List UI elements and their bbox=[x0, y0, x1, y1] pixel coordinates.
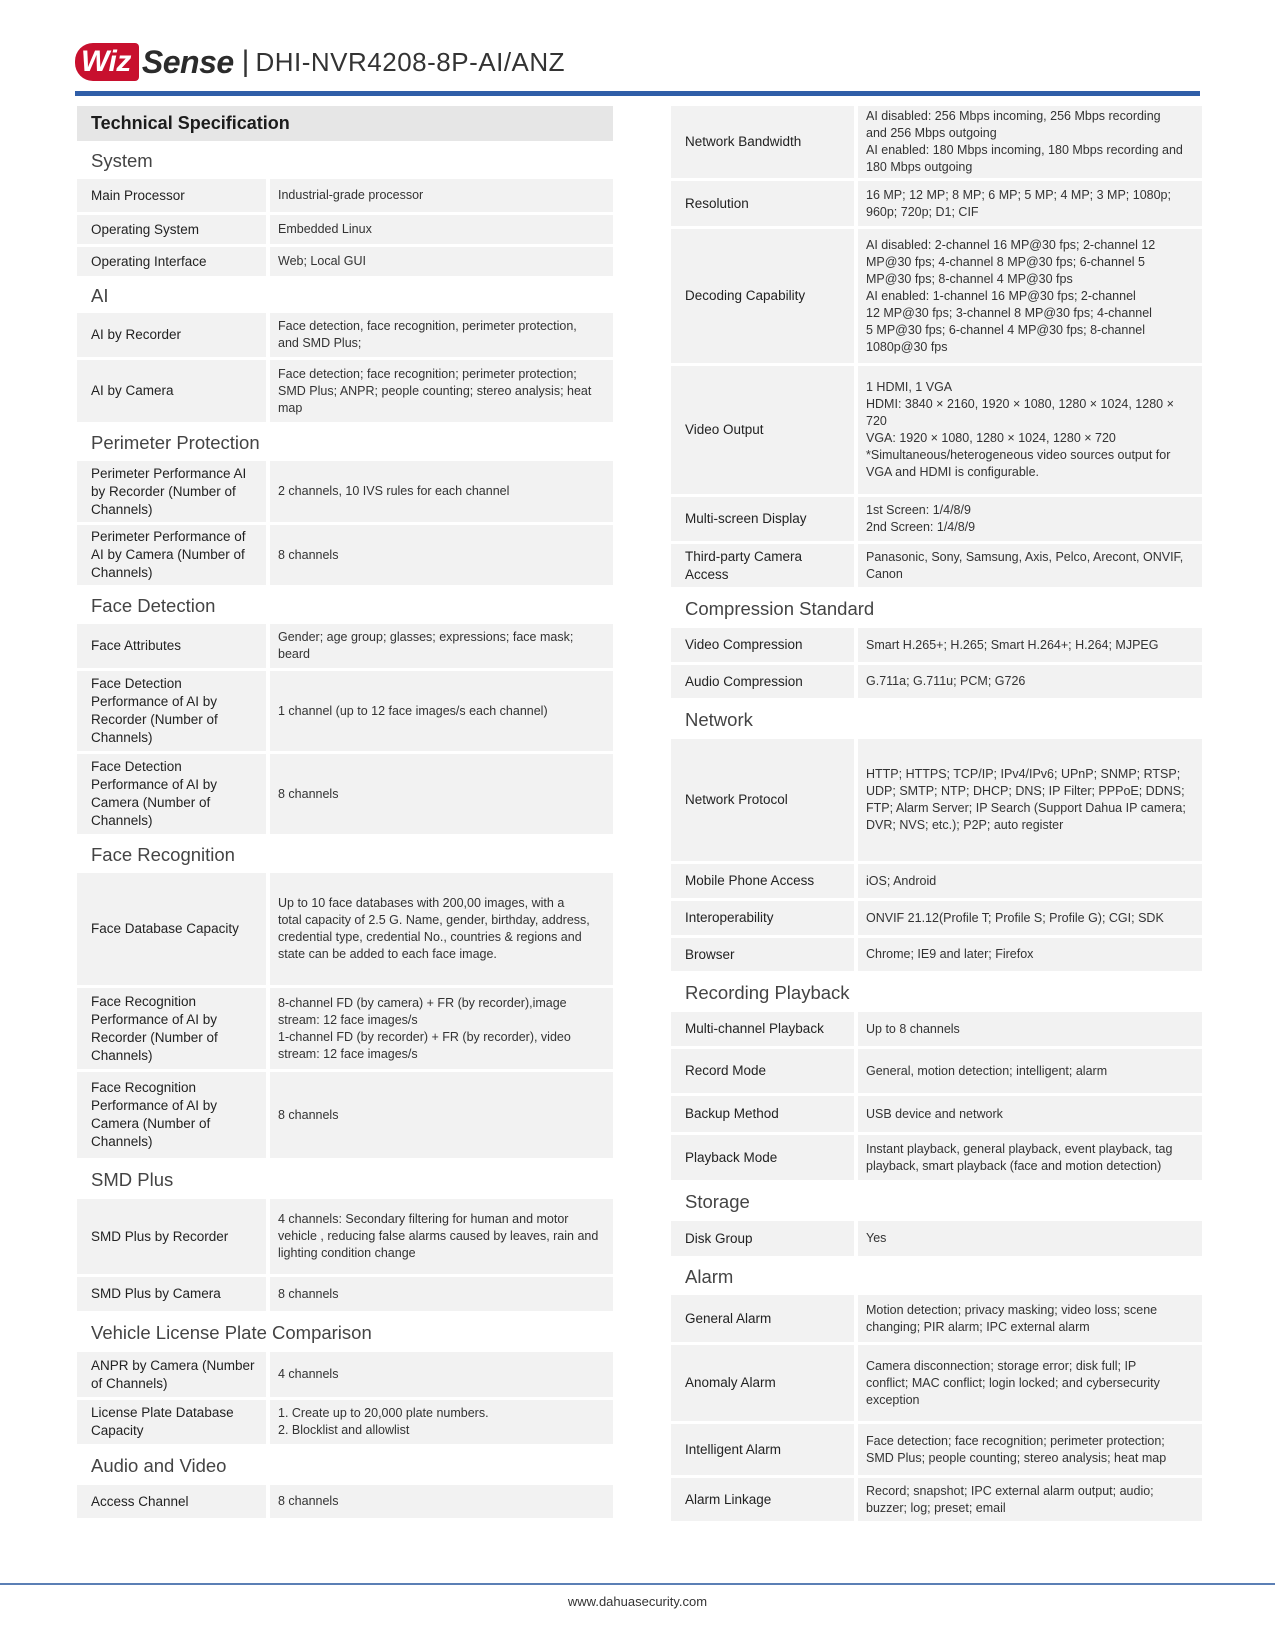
spec-row bbox=[671, 1096, 1202, 1132]
spec-value-text: 8 channels bbox=[278, 786, 339, 801]
spec-label bbox=[671, 1012, 854, 1046]
spec-label bbox=[77, 1277, 266, 1311]
section-heading: AI bbox=[91, 285, 109, 306]
spec-value-text: Web; Local GUI bbox=[278, 254, 367, 268]
section-heading: Vehicle License Plate Comparison bbox=[91, 1322, 372, 1343]
spec-value bbox=[858, 366, 1202, 494]
spec-row bbox=[77, 461, 613, 522]
spec-label bbox=[77, 247, 266, 276]
spec-value-text: AI disabled: 2-channel 16 MP@30 fps; 2-channel 12 MP@30 fps; 4-channel 8 MP@30 fps; 6-channel 5 MP@30 fps; 8-channel 4 MP@30 fps AI enabled: 1-channel 16 MP@30 fps; 2-channel 12 MP@30 fps; 3-channel 8 MP@30 fps; 4-channel 5 MP@30 fps; 6-channel 4 MP@30 fps; 8-channel 1080p@30 fps bbox=[866, 237, 1156, 354]
spec-value bbox=[858, 1012, 1202, 1046]
spec-value bbox=[858, 1295, 1202, 1342]
spec-row bbox=[77, 671, 613, 751]
spec-label bbox=[671, 106, 854, 178]
spec-value bbox=[270, 1277, 613, 1311]
spec-label-text: Network Bandwidth bbox=[685, 134, 802, 149]
section-heading: Alarm bbox=[685, 1266, 734, 1287]
spec-label-text: SMD Plus by Camera bbox=[91, 1286, 221, 1301]
wizsense-logo bbox=[75, 42, 234, 82]
spec-value-text: 4 channels: Secondary filtering for human and motor vehicle , reducing false alarms caused by leaves, rain and lighting condition change bbox=[278, 1212, 599, 1260]
spec-label-text: Access Channel bbox=[91, 1493, 189, 1509]
spec-row bbox=[77, 988, 613, 1069]
spec-value-text: 8 channels bbox=[278, 547, 339, 562]
spec-row bbox=[671, 229, 1202, 363]
spec-row bbox=[671, 864, 1202, 898]
spec-label-text: Network Protocol bbox=[685, 792, 788, 807]
spec-label bbox=[77, 179, 266, 212]
section-heading: Audio and Video bbox=[91, 1455, 227, 1476]
spec-label bbox=[77, 988, 266, 1069]
spec-label bbox=[77, 461, 266, 522]
spec-value-text: Up to 10 face databases with 200,00 images, with a total capacity of 2.5 G. Name, gender, birthday, address, credential type, credential No., countries & regions and state can be added to each face image. bbox=[278, 896, 590, 961]
spec-label-text: Video Output bbox=[685, 422, 764, 437]
spec-value bbox=[270, 1199, 613, 1274]
spec-row bbox=[671, 1345, 1202, 1421]
spec-row bbox=[77, 1199, 613, 1274]
footer-rule bbox=[0, 1583, 1275, 1585]
spec-label bbox=[671, 901, 854, 935]
left-column bbox=[77, 106, 613, 1521]
section-heading: Recording Playback bbox=[685, 982, 850, 1003]
spec-value bbox=[858, 106, 1202, 178]
spec-label-text: Browser bbox=[685, 946, 735, 962]
spec-value-text: Gender; age group; glasses; expressions; face mask; beard bbox=[278, 630, 574, 661]
spec-label-text: Face Recognition Performance of AI by Camera (Number of Channels) bbox=[91, 1080, 218, 1149]
spec-row bbox=[671, 1478, 1202, 1521]
spec-row bbox=[671, 106, 1202, 178]
spec-value bbox=[270, 1352, 613, 1397]
spec-label-text: Operating Interface bbox=[91, 253, 207, 269]
spec-label bbox=[77, 313, 266, 357]
spec-value-text: 4 channels bbox=[278, 1367, 339, 1381]
spec-row bbox=[671, 1049, 1202, 1093]
spec-value bbox=[858, 938, 1202, 971]
spec-row bbox=[77, 215, 613, 244]
spec-value bbox=[858, 1135, 1202, 1180]
section-heading: Perimeter Protection bbox=[91, 432, 260, 453]
spec-label-text: Record Mode bbox=[685, 1063, 767, 1078]
spec-row bbox=[77, 1485, 613, 1518]
spec-label-text: General Alarm bbox=[685, 1310, 772, 1326]
spec-label-text: Alarm Linkage bbox=[685, 1491, 772, 1507]
spec-value-text: HTTP; HTTPS; TCP/IP; IPv4/IPv6; UPnP; SNMP; RTSP; UDP; SMTP; NTP; DHCP; DNS; IP Filter; PPPoE; DDNS; FTP; Alarm Server; IP Search (Support Dahua IP camera; DVR; NVS; etc.); P2P; auto register bbox=[866, 767, 1186, 832]
spec-label-text: Disk Group bbox=[685, 1230, 753, 1246]
spec-label bbox=[671, 938, 854, 971]
spec-value-text: Record; snapshot; IPC external alarm output; audio; buzzer; log; preset; email bbox=[866, 1483, 1154, 1515]
spec-value-text: Face detection; face recognition; perimeter protection; SMD Plus; people counting; stereo analysis; heat map bbox=[866, 1433, 1167, 1465]
spec-label bbox=[77, 671, 266, 751]
spec-label bbox=[77, 1485, 266, 1518]
spec-label-text: Mobile Phone Access bbox=[685, 873, 815, 888]
spec-value-text: Up to 8 channels bbox=[866, 1021, 960, 1036]
spec-label-text: Decoding Capability bbox=[685, 288, 806, 303]
spec-value bbox=[858, 628, 1202, 662]
spec-row bbox=[77, 754, 613, 834]
spec-value-text: 8-channel FD (by camera) + FR (by recorder),image stream: 12 face images/s 1-channel FD (by recorder) + FR (by recorder), video stream: 12 face images/s bbox=[278, 995, 571, 1061]
spec-label bbox=[671, 739, 854, 861]
spec-value-text: Embedded Linux bbox=[278, 222, 372, 236]
spec-label-text: Face Attributes bbox=[91, 638, 182, 653]
spec-value bbox=[858, 1049, 1202, 1093]
spec-label-text: Face Detection Performance of AI by Camera (Number of Channels) bbox=[91, 759, 218, 828]
spec-value-text: 1 HDMI, 1 VGA HDMI: 3840 × 2160, 1920 × 1080, 1280 × 1024, 1280 × 720 VGA: 1920 × 1080, 1280 × 1024, 1280 × 720 *Simultaneous/heterogeneous video sources output for VGA and HDMI is configurable. bbox=[866, 380, 1174, 479]
spec-label bbox=[671, 229, 854, 363]
spec-label bbox=[671, 1345, 854, 1421]
spec-label bbox=[77, 360, 266, 422]
spec-value bbox=[270, 313, 613, 357]
spec-label-text: Third-party Camera Access bbox=[685, 548, 803, 582]
spec-label bbox=[671, 628, 854, 662]
spec-value bbox=[858, 864, 1202, 898]
spec-label bbox=[671, 864, 854, 898]
spec-label bbox=[77, 624, 266, 668]
spec-value-text: USB device and network bbox=[866, 1106, 1003, 1121]
spec-row bbox=[77, 313, 613, 357]
spec-value bbox=[858, 1221, 1202, 1256]
spec-label bbox=[77, 1199, 266, 1274]
section-heading: Storage bbox=[685, 1191, 750, 1212]
spec-row bbox=[671, 544, 1202, 587]
spec-value-text: Camera disconnection; storage error; disk full; IP conflict; MAC conflict; login locked; and cybersecurity exception bbox=[866, 1358, 1160, 1407]
spec-label bbox=[671, 1424, 854, 1475]
logo-wiz-mark: Wiz bbox=[75, 43, 139, 81]
section-heading: Compression Standard bbox=[685, 598, 875, 619]
spec-title: Technical Specification bbox=[77, 106, 613, 141]
spec-value bbox=[858, 1478, 1202, 1521]
spec-value-text: 16 MP; 12 MP; 8 MP; 6 MP; 5 MP; 4 MP; 3 MP; 1080p; 960p; 720p; D1; CIF bbox=[866, 187, 1171, 219]
section-heading: Face Recognition bbox=[91, 844, 235, 865]
spec-value-text: Face detection, face recognition, perimeter protection, and SMD Plus; bbox=[278, 319, 577, 350]
spec-label-text: Backup Method bbox=[685, 1106, 779, 1121]
spec-row bbox=[671, 497, 1202, 541]
spec-label bbox=[671, 1221, 854, 1256]
spec-label bbox=[671, 366, 854, 494]
spec-value-text: 8 channels bbox=[278, 1286, 339, 1301]
spec-value-text: Motion detection; privacy masking; video loss; scene changing; PIR alarm; IPC external alarm bbox=[866, 1302, 1158, 1334]
spec-value bbox=[270, 1400, 613, 1444]
spec-label-text: ANPR by Camera (Number of Channels) bbox=[91, 1357, 255, 1391]
spec-value-text: AI disabled: 256 Mbps incoming, 256 Mbps recording and 256 Mbps outgoing AI enabled: 180 Mbps incoming, 180 Mbps recording and 180 Mbps outgoing bbox=[866, 109, 1183, 174]
spec-value bbox=[858, 739, 1202, 861]
spec-label bbox=[77, 525, 266, 585]
spec-value-text: G.711a; G.711u; PCM; G726 bbox=[866, 674, 1026, 688]
spec-row bbox=[671, 366, 1202, 494]
page-header bbox=[75, 38, 565, 86]
spec-value-text: iOS; Android bbox=[866, 873, 937, 888]
spec-value bbox=[858, 901, 1202, 935]
spec-row bbox=[671, 1012, 1202, 1046]
spec-label-text: Perimeter Performance AI by Recorder (Number of Channels) bbox=[91, 465, 247, 517]
spec-label bbox=[77, 1352, 266, 1397]
spec-label-text: Face Detection Performance of AI by Recorder (Number of Channels) bbox=[91, 676, 218, 745]
spec-row bbox=[671, 1135, 1202, 1180]
spec-label bbox=[77, 215, 266, 244]
spec-label bbox=[671, 1049, 854, 1093]
spec-label-text: Operating System bbox=[91, 221, 200, 237]
spec-value-text: 1st Screen: 1/4/8/9 2nd Screen: 1/4/8/9 bbox=[866, 503, 976, 534]
spec-row bbox=[77, 1072, 613, 1158]
spec-label-text: License Plate Database Capacity bbox=[91, 1405, 234, 1438]
spec-row bbox=[671, 1424, 1202, 1475]
spec-label-text: Intelligent Alarm bbox=[685, 1441, 782, 1457]
spec-label-text: Video Compression bbox=[685, 637, 803, 652]
spec-row bbox=[671, 739, 1202, 861]
spec-row bbox=[77, 360, 613, 422]
spec-value-text: 1 channel (up to 12 face images/s each channel) bbox=[278, 703, 548, 718]
spec-label bbox=[671, 1478, 854, 1521]
spec-label-text: Face Recognition Performance of AI by Recorder (Number of Channels) bbox=[91, 993, 218, 1063]
spec-row bbox=[671, 628, 1202, 662]
spec-label-text: Face Database Capacity bbox=[91, 921, 239, 936]
spec-value bbox=[858, 1345, 1202, 1421]
spec-value bbox=[270, 624, 613, 668]
spec-value-text: Face detection; face recognition; perimeter protection; SMD Plus; ANPR; people counting; stereo analysis; heat map bbox=[278, 366, 592, 415]
spec-row bbox=[77, 247, 613, 276]
spec-value bbox=[270, 988, 613, 1069]
spec-value bbox=[270, 671, 613, 751]
spec-label-text: Interoperability bbox=[685, 910, 774, 925]
section-heading: Network bbox=[685, 709, 753, 730]
model-number: DHI-NVR4208-8P-AI/ANZ bbox=[255, 46, 566, 77]
logo-sense-text: Sense bbox=[141, 43, 234, 80]
spec-value-text: Panasonic, Sony, Samsung, Axis, Pelco, Arecont, ONVIF, Canon bbox=[866, 549, 1184, 581]
spec-label bbox=[671, 1295, 854, 1342]
spec-label bbox=[671, 181, 854, 226]
spec-value-text: Yes bbox=[866, 1231, 887, 1245]
spec-label-text: AI by Recorder bbox=[91, 327, 182, 342]
spec-value bbox=[270, 179, 613, 212]
spec-row bbox=[77, 873, 613, 985]
spec-value bbox=[858, 1424, 1202, 1475]
spec-value bbox=[270, 360, 613, 422]
spec-value bbox=[270, 754, 613, 834]
spec-row bbox=[77, 525, 613, 585]
spec-value-text: Chrome; IE9 and later; Firefox bbox=[866, 947, 1034, 961]
spec-label bbox=[77, 873, 266, 985]
spec-value bbox=[858, 497, 1202, 541]
spec-value bbox=[858, 665, 1202, 698]
spec-value-text: ONVIF 21.12(Profile T; Profile S; Profile G); CGI; SDK bbox=[866, 910, 1164, 925]
spec-value-text: Industrial-grade processor bbox=[278, 188, 424, 202]
spec-label bbox=[77, 754, 266, 834]
spec-label bbox=[671, 1096, 854, 1132]
spec-value-text: General, motion detection; intelligent; alarm bbox=[866, 1063, 1108, 1078]
spec-label-text: Playback Mode bbox=[685, 1149, 778, 1165]
spec-row bbox=[671, 1295, 1202, 1342]
footer-url: www.dahuasecurity.com bbox=[567, 1594, 708, 1609]
spec-label-text: Main Processor bbox=[91, 187, 185, 203]
spec-row bbox=[671, 938, 1202, 971]
spec-row bbox=[671, 665, 1202, 698]
spec-row bbox=[77, 624, 613, 668]
spec-value bbox=[270, 873, 613, 985]
spec-label-text: AI by Camera bbox=[91, 383, 174, 398]
spec-value-text: 8 channels bbox=[278, 1494, 339, 1508]
spec-row bbox=[671, 901, 1202, 935]
spec-row bbox=[77, 179, 613, 212]
spec-label-text: Anomaly Alarm bbox=[685, 1375, 776, 1390]
spec-label-text: Audio Compression bbox=[685, 673, 803, 689]
spec-label bbox=[77, 1400, 266, 1444]
spec-value bbox=[858, 229, 1202, 363]
spec-row bbox=[671, 181, 1202, 226]
spec-row bbox=[77, 1277, 613, 1311]
header-rule bbox=[75, 91, 1200, 96]
spec-value bbox=[270, 247, 613, 276]
spec-value-text: 1. Create up to 20,000 plate numbers. 2. Blocklist and allowlist bbox=[278, 1406, 489, 1437]
spec-label-text: Resolution bbox=[685, 195, 749, 211]
spec-value bbox=[270, 1072, 613, 1158]
spec-value bbox=[858, 1096, 1202, 1132]
spec-row bbox=[77, 1400, 613, 1444]
spec-value bbox=[270, 525, 613, 585]
spec-row bbox=[671, 1221, 1202, 1256]
spec-label-text: Multi-channel Playback bbox=[685, 1021, 824, 1036]
spec-label bbox=[671, 544, 854, 587]
spec-value bbox=[270, 1485, 613, 1518]
spec-value bbox=[858, 544, 1202, 587]
spec-label bbox=[671, 1135, 854, 1180]
spec-label-text: Perimeter Performance of AI by Camera (Number of Channels) bbox=[91, 529, 246, 580]
spec-label-text: Multi-screen Display bbox=[685, 511, 807, 526]
section-heading: System bbox=[91, 150, 153, 171]
spec-value bbox=[270, 215, 613, 244]
spec-value bbox=[270, 461, 613, 522]
spec-label bbox=[671, 497, 854, 541]
spec-value-text: 8 channels bbox=[278, 1107, 339, 1122]
spec-value-text: Smart H.265+; H.265; Smart H.264+; H.264; MJPEG bbox=[866, 637, 1159, 652]
header-separator: | bbox=[241, 45, 250, 78]
spec-label-text: SMD Plus by Recorder bbox=[91, 1228, 229, 1244]
spec-value-text: Instant playback, general playback, event playback, tag playback, smart playback (face and motion detection) bbox=[866, 1141, 1173, 1173]
section-heading: Face Detection bbox=[91, 595, 216, 616]
spec-value-text: 2 channels, 10 IVS rules for each channel bbox=[278, 484, 510, 498]
right-column bbox=[671, 106, 1202, 1524]
section-heading: SMD Plus bbox=[91, 1169, 174, 1190]
spec-label bbox=[77, 1072, 266, 1158]
spec-value bbox=[858, 181, 1202, 226]
spec-label bbox=[671, 665, 854, 698]
spec-row bbox=[77, 1352, 613, 1397]
